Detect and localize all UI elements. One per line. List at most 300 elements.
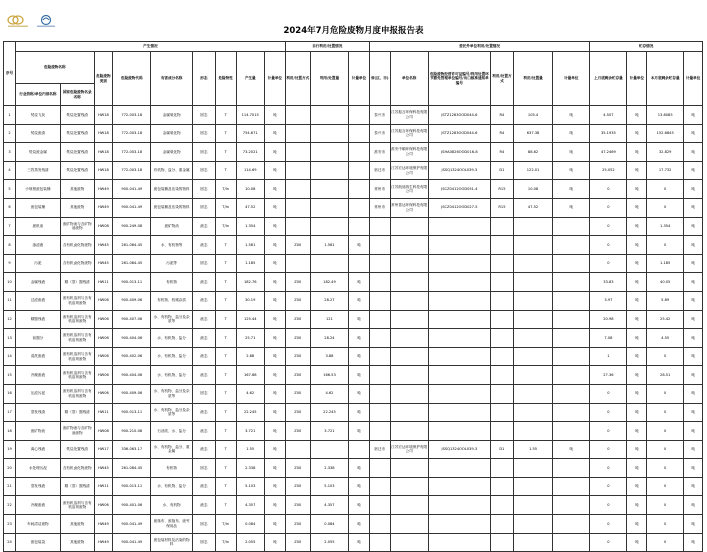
- cell-amount: 5.103: [236, 477, 264, 496]
- cell-national-name: 其他废物: [60, 533, 94, 552]
- cell-self-amount: 28.27: [310, 291, 348, 310]
- cell-self-amount: 4.357: [310, 496, 348, 515]
- cell-code: 261-084-45: [113, 459, 151, 478]
- cell-license: [428, 496, 490, 515]
- cell-self-method: Z00: [285, 384, 310, 403]
- table-row: [4, 143, 703, 162]
- cell-self-unit: [349, 124, 370, 143]
- cell-self-method: Z00: [285, 347, 310, 366]
- cell-self-amount: 3.721: [310, 422, 348, 441]
- cell-this-stock: 0: [647, 440, 684, 459]
- cell-license: [428, 422, 490, 441]
- cell-self-amount: 5.103: [310, 477, 348, 496]
- cell-company: 江苏宏达环境保护有限公司: [390, 440, 428, 459]
- cell-entrust-method: R15: [490, 198, 513, 217]
- cell-last-stock: 0: [590, 403, 627, 422]
- cell-seq: 23: [4, 515, 16, 534]
- cell-license: [428, 310, 490, 329]
- cell-this-stock: 5.89: [647, 291, 684, 310]
- cell-this-stock: 17.732: [647, 161, 684, 180]
- cell-code: 900-041-49: [113, 180, 151, 199]
- table-row: [4, 366, 703, 385]
- cell-this-unit: 吨: [684, 254, 703, 273]
- cell-this-stock: 0: [647, 384, 684, 403]
- cell-unit: 吨: [264, 440, 285, 459]
- cell-self-method: [285, 143, 310, 162]
- cell-this-stock: 0: [647, 422, 684, 441]
- cell-property: T/In: [215, 217, 236, 236]
- cell-national-name: 其他废物: [60, 180, 94, 199]
- cell-form: 液态: [192, 477, 215, 496]
- cell-self-amount: 1.581: [310, 236, 348, 255]
- cell-this-stock: 0: [647, 477, 684, 496]
- cell-last-stock: 0: [590, 217, 627, 236]
- cell-last-stock: 0: [590, 515, 627, 534]
- cell-self-unit: 吨: [349, 291, 370, 310]
- table-row: [4, 515, 703, 534]
- cell-entrust-unit: 吨: [553, 198, 590, 217]
- cell-last-unit: 吨: [627, 273, 647, 292]
- cell-this-stock: 0: [647, 496, 684, 515]
- cell-self-amount: [310, 440, 348, 459]
- cell-self-unit: 吨: [349, 459, 370, 478]
- cell-amount: 47.52: [236, 198, 264, 217]
- cell-seq: 4: [4, 161, 16, 180]
- cell-entrust-amount: [513, 477, 552, 496]
- cell-company: [390, 273, 428, 292]
- cell-code: 900-409-06: [113, 384, 151, 403]
- cell-amount: 2.88: [236, 347, 264, 366]
- cell-province: 淮安市: [369, 143, 390, 162]
- cell-harmful: 金属氧化物: [151, 106, 192, 125]
- cell-unit: 吨: [264, 180, 285, 199]
- cell-license: [428, 291, 490, 310]
- cell-category: HW49: [94, 515, 113, 534]
- cell-self-unit: 吨: [349, 403, 370, 422]
- cell-company: [390, 422, 428, 441]
- cell-code: 900-409-06: [113, 291, 151, 310]
- cell-last-unit: 吨: [627, 403, 647, 422]
- cell-national-name: 废有机溶剂与含有机溶剂废物: [60, 291, 94, 310]
- cell-self-unit: [349, 180, 370, 199]
- cell-company: 淮安中顺环保科技有限公司: [390, 143, 428, 162]
- cell-last-unit: 吨: [627, 459, 647, 478]
- cell-entrust-unit: 吨: [553, 143, 590, 162]
- cell-code: 261-084-45: [113, 236, 151, 255]
- cell-company: [390, 366, 428, 385]
- cell-entrust-amount: 10.08: [513, 180, 552, 199]
- cell-entrust-method: [490, 533, 513, 552]
- cell-harmful: 石油类、水、盐分: [151, 422, 192, 441]
- cell-property: T: [215, 273, 236, 292]
- cell-this-unit: 吨: [684, 422, 703, 441]
- cell-harmful: 水、有机物: [151, 496, 192, 515]
- cell-last-stock: 25.052: [590, 161, 627, 180]
- cell-property: T/In: [215, 515, 236, 534]
- table-row: [4, 217, 703, 236]
- cell-form: 固态: [192, 198, 215, 217]
- header-this-unit: 计量单位: [684, 52, 703, 106]
- cell-harmful: 废包装桶及沾染的物料: [151, 180, 192, 199]
- cell-province: [369, 496, 390, 515]
- cell-last-stock: 0: [590, 440, 627, 459]
- cell-self-unit: 吨: [349, 533, 370, 552]
- cell-industry-name: 清洗废液: [16, 347, 61, 366]
- cell-harmful: 水、有机物、盐分及杂质等: [151, 310, 192, 329]
- cell-last-stock: 0: [590, 477, 627, 496]
- cell-code: 261-084-45: [113, 254, 151, 273]
- cell-amount: 2.338: [236, 459, 264, 478]
- cell-this-stock: 1.185: [647, 254, 684, 273]
- cell-self-amount: [310, 161, 348, 180]
- table-row: [4, 347, 703, 366]
- cell-property: T: [215, 496, 236, 515]
- cell-last-stock: 0: [590, 533, 627, 552]
- cell-industry-name: 焚烧飞灰: [16, 106, 61, 125]
- cell-self-method: [285, 180, 310, 199]
- cell-industry-name: 离心残液: [16, 440, 61, 459]
- cell-this-stock: 25.42: [647, 310, 684, 329]
- cell-entrust-amount: [513, 366, 552, 385]
- cell-harmful: 有机物: [151, 273, 192, 292]
- cell-company: 常州普达环保科技有限公司: [390, 198, 428, 217]
- cell-province: [369, 459, 390, 478]
- cell-self-method: Z00: [285, 515, 310, 534]
- cell-category: HW45: [94, 459, 113, 478]
- cell-entrust-amount: 105.4: [513, 106, 552, 125]
- header-produce-group: 产生情况: [16, 42, 286, 52]
- cell-self-unit: 吨: [349, 422, 370, 441]
- cell-entrust-method: R4: [490, 143, 513, 162]
- cell-this-stock: 1.354: [647, 217, 684, 236]
- cell-entrust-unit: [553, 422, 590, 441]
- cell-last-unit: 吨: [627, 198, 647, 217]
- cell-category: HW45: [94, 236, 113, 255]
- cell-self-unit: 吨: [349, 477, 370, 496]
- cell-license: [428, 347, 490, 366]
- cell-this-unit: 吨: [684, 106, 703, 125]
- cell-code: 772-003-18: [113, 161, 151, 180]
- cell-property: T/In: [215, 533, 236, 552]
- cell-form: 固态: [192, 459, 215, 478]
- cell-industry-name: 焚烧废渣: [16, 124, 61, 143]
- cell-self-unit: 吨: [349, 496, 370, 515]
- cell-self-amount: [310, 124, 348, 143]
- cell-this-unit: 吨: [684, 310, 703, 329]
- cell-self-amount: [310, 198, 348, 217]
- cell-form: 液态: [192, 329, 215, 348]
- cell-self-unit: [349, 254, 370, 273]
- header-company: 单位名称: [390, 52, 428, 106]
- cell-self-method: [285, 161, 310, 180]
- header-self-unit: 计量单位: [349, 52, 370, 106]
- cell-seq: 24: [4, 533, 16, 552]
- cell-province: [369, 329, 390, 348]
- table-row: [4, 291, 703, 310]
- cell-form: 固态: [192, 161, 215, 180]
- cell-province: [369, 273, 390, 292]
- cell-entrust-unit: [553, 515, 590, 534]
- cell-last-unit: 吨: [627, 106, 647, 125]
- cell-this-stock: 0: [647, 198, 684, 217]
- cell-category: HW18: [94, 124, 113, 143]
- cell-entrust-amount: 1.55: [513, 440, 552, 459]
- cell-harmful: 水、有机物、盐分: [151, 347, 192, 366]
- cell-company: 江苏振言环保科技有限公司: [390, 106, 428, 125]
- header-form: 形态: [192, 52, 215, 106]
- cell-self-unit: 吨: [349, 273, 370, 292]
- cell-amount: 125.44: [236, 310, 264, 329]
- cell-seq: 3: [4, 143, 16, 162]
- cell-form: 固态: [192, 124, 215, 143]
- cell-amount: 73.2021: [236, 143, 264, 162]
- header-license: 危险废物经营许可证编号/利用处置环节豁免管理单位编号/出口核准通知单编号: [428, 52, 490, 106]
- cell-national-name: 精（蒸）馏残渣: [60, 477, 94, 496]
- cell-property: T: [215, 347, 236, 366]
- cell-self-amount: 2.055: [310, 533, 348, 552]
- cell-seq: 16: [4, 384, 16, 403]
- cell-category: HW06: [94, 291, 113, 310]
- cell-license: [428, 254, 490, 273]
- cell-entrust-unit: [553, 366, 590, 385]
- cell-harmful: 有机物、机械杂质: [151, 291, 192, 310]
- table-row: [4, 124, 703, 143]
- cell-self-unit: [349, 143, 370, 162]
- cell-category: HW18: [94, 161, 113, 180]
- cell-this-unit: 吨: [684, 366, 703, 385]
- cell-company: 江苏航迪再生科技有限公司: [390, 180, 428, 199]
- cell-entrust-amount: 47.52: [513, 198, 552, 217]
- cell-industry-name: 前馏分: [16, 329, 61, 348]
- cell-license: [428, 329, 490, 348]
- cell-code: 900-401-06: [113, 496, 151, 515]
- header-property: 危险特性: [215, 52, 236, 106]
- cell-last-unit: 吨: [627, 496, 647, 515]
- cell-entrust-unit: [553, 236, 590, 255]
- cell-self-method: [285, 440, 310, 459]
- cell-last-unit: 吨: [627, 440, 647, 459]
- cell-national-name: 废矿物油与含矿物油废物: [60, 422, 94, 441]
- cell-this-unit: 吨: [684, 217, 703, 236]
- cell-entrust-unit: [553, 403, 590, 422]
- cell-self-method: [285, 124, 310, 143]
- cell-last-stock: 0: [590, 198, 627, 217]
- header-industry-name: 行业俗称/单位内部名称: [16, 84, 61, 106]
- cell-property: T: [215, 161, 236, 180]
- cell-province: [369, 217, 390, 236]
- header-this-stock: 本月底剩余贮存量: [647, 52, 684, 106]
- cell-this-unit: 吨: [684, 180, 703, 199]
- cell-amount: 114.7015: [236, 106, 264, 125]
- cell-form: 液态: [192, 403, 215, 422]
- cell-amount: 10.08: [236, 180, 264, 199]
- cell-last-unit: 吨: [627, 366, 647, 385]
- cell-form: 液态: [192, 422, 215, 441]
- cell-company: [390, 477, 428, 496]
- cell-last-unit: 吨: [627, 310, 647, 329]
- cell-industry-name: 冷凝废液: [16, 366, 61, 385]
- cell-self-method: Z00: [285, 310, 310, 329]
- cell-this-stock: 32.829: [647, 143, 684, 162]
- cell-self-unit: [349, 161, 370, 180]
- cell-entrust-unit: [553, 496, 590, 515]
- cell-seq: 7: [4, 217, 16, 236]
- header-last-unit: 计量单位: [627, 52, 647, 106]
- cell-amount: 30.19: [236, 291, 264, 310]
- cell-province: [369, 236, 390, 255]
- cell-entrust-unit: [553, 310, 590, 329]
- header-amount: 产生量: [236, 52, 264, 106]
- cell-license: [428, 533, 490, 552]
- cell-unit: 吨: [264, 254, 285, 273]
- cell-self-amount: 182.49: [310, 273, 348, 292]
- cell-property: T: [215, 440, 236, 459]
- cell-self-amount: 22.245: [310, 403, 348, 422]
- cell-company: [390, 533, 428, 552]
- cell-harmful: 有机物: [151, 459, 192, 478]
- cell-national-name: 含有机卤化物废物: [60, 236, 94, 255]
- cell-seq: 22: [4, 496, 16, 515]
- cell-unit: 吨: [264, 515, 285, 534]
- cell-code: 900-013-11: [113, 273, 151, 292]
- cell-this-stock: 0: [647, 347, 684, 366]
- cell-industry-name: 蒸发残渣: [16, 403, 61, 422]
- cell-last-unit: 吨: [627, 384, 647, 403]
- cell-code: 336-063-17: [113, 440, 151, 459]
- cell-entrust-amount: [513, 422, 552, 441]
- cell-seq: 14: [4, 347, 16, 366]
- cell-self-amount: 0.084: [310, 515, 348, 534]
- table-row: [4, 273, 703, 292]
- cell-property: T: [215, 236, 236, 255]
- cell-this-unit: 吨: [684, 273, 703, 292]
- cell-license: [428, 217, 490, 236]
- table-row: [4, 180, 703, 199]
- table-row: [4, 403, 703, 422]
- cell-last-unit: 吨: [627, 477, 647, 496]
- cell-unit: 吨: [264, 106, 285, 125]
- cell-form: 液态: [192, 217, 215, 236]
- cell-property: T: [215, 422, 236, 441]
- cell-seq: 8: [4, 236, 16, 255]
- cell-license: JSSQ1324OOL039-3: [428, 161, 490, 180]
- cell-entrust-unit: [553, 291, 590, 310]
- cell-entrust-amount: [513, 384, 552, 403]
- cell-entrust-method: [490, 254, 513, 273]
- cell-code: 772-003-18: [113, 124, 151, 143]
- cell-category: HW06: [94, 384, 113, 403]
- cell-last-unit: 吨: [627, 515, 647, 534]
- cell-amount: 754.671: [236, 124, 264, 143]
- cell-entrust-amount: [513, 403, 552, 422]
- cell-last-stock: 27.36: [590, 366, 627, 385]
- cell-amount: 25.71: [236, 329, 264, 348]
- cell-code: 900-013-11: [113, 477, 151, 496]
- cell-category: HW08: [94, 217, 113, 236]
- cell-unit: 吨: [264, 366, 285, 385]
- cell-property: T: [215, 124, 236, 143]
- cell-this-unit: 吨: [684, 477, 703, 496]
- cell-code: 900-249-08: [113, 217, 151, 236]
- cell-last-unit: 吨: [627, 236, 647, 255]
- cell-seq: 2: [4, 124, 16, 143]
- cell-license: JSHA0826OOD016-8: [428, 143, 490, 162]
- cell-unit: 吨: [264, 384, 285, 403]
- cell-harmful: 水、有机物、盐分、重金属: [151, 440, 192, 459]
- cell-entrust-unit: 吨: [553, 440, 590, 459]
- cell-unit: 吨: [264, 273, 285, 292]
- cell-entrust-method: [490, 291, 513, 310]
- cell-last-stock: 35.1935: [590, 124, 627, 143]
- cell-this-stock: 0: [647, 180, 684, 199]
- cell-category: HW11: [94, 477, 113, 496]
- cell-harmful: 水、有机物、盐分及杂质等: [151, 403, 192, 422]
- cell-self-amount: 166.53: [310, 366, 348, 385]
- cell-company: 江苏振言环保科技有限公司: [390, 124, 428, 143]
- cell-entrust-amount: 88.62: [513, 143, 552, 162]
- cell-last-stock: 0: [590, 180, 627, 199]
- cell-code: 900-407-06: [113, 310, 151, 329]
- cell-entrust-unit: 吨: [553, 161, 590, 180]
- cell-province: 常州市: [369, 198, 390, 217]
- cell-self-method: Z00: [285, 236, 310, 255]
- cell-entrust-amount: [513, 496, 552, 515]
- cell-last-stock: 47.2469: [590, 143, 627, 162]
- cell-entrust-unit: 吨: [553, 106, 590, 125]
- cell-unit: 吨: [264, 124, 285, 143]
- cell-property: T: [215, 291, 236, 310]
- cell-harmful: 废抹布、废拖布、废劳保用品: [151, 515, 192, 534]
- cell-company: [390, 329, 428, 348]
- table-row: [4, 310, 703, 329]
- cell-code: 900-013-11: [113, 403, 151, 422]
- cell-last-unit: 吨: [627, 143, 647, 162]
- cell-form: 固态: [192, 515, 215, 534]
- cell-unit: 吨: [264, 496, 285, 515]
- cell-last-unit: 吨: [627, 217, 647, 236]
- cell-entrust-method: [490, 515, 513, 534]
- cell-entrust-unit: [553, 347, 590, 366]
- cell-company: [390, 310, 428, 329]
- cell-code: 772-003-18: [113, 106, 151, 125]
- cell-this-unit: 吨: [684, 236, 703, 255]
- cell-self-amount: [310, 217, 348, 236]
- cell-unit: 吨: [264, 403, 285, 422]
- cell-license: [428, 236, 490, 255]
- cell-license: [428, 366, 490, 385]
- cell-entrust-amount: [513, 515, 552, 534]
- cell-industry-name: 小规格废包装桶: [16, 180, 61, 199]
- header-entrust-method: 利用/处置方式: [490, 52, 513, 106]
- cell-last-stock: 20.98: [590, 310, 627, 329]
- cell-last-stock: 0: [590, 384, 627, 403]
- cell-national-name: 废有机溶剂与含有机溶剂废物: [60, 347, 94, 366]
- cell-industry-name: 水处理污泥: [16, 459, 61, 478]
- cell-self-unit: 吨: [349, 515, 370, 534]
- cell-form: 液态: [192, 273, 215, 292]
- cell-this-stock: 0: [647, 533, 684, 552]
- cell-entrust-unit: [553, 254, 590, 273]
- cell-national-name: 废有机溶剂与含有机溶剂废物: [60, 329, 94, 348]
- cell-this-stock: 0: [647, 403, 684, 422]
- cell-license: [428, 384, 490, 403]
- cell-harmful: 水、有机物、盐分: [151, 477, 192, 496]
- cell-entrust-unit: [553, 217, 590, 236]
- cell-province: [369, 422, 390, 441]
- cell-national-name: 精（蒸）馏残渣: [60, 273, 94, 292]
- cell-property: T/In: [215, 180, 236, 199]
- cell-unit: 吨: [264, 291, 285, 310]
